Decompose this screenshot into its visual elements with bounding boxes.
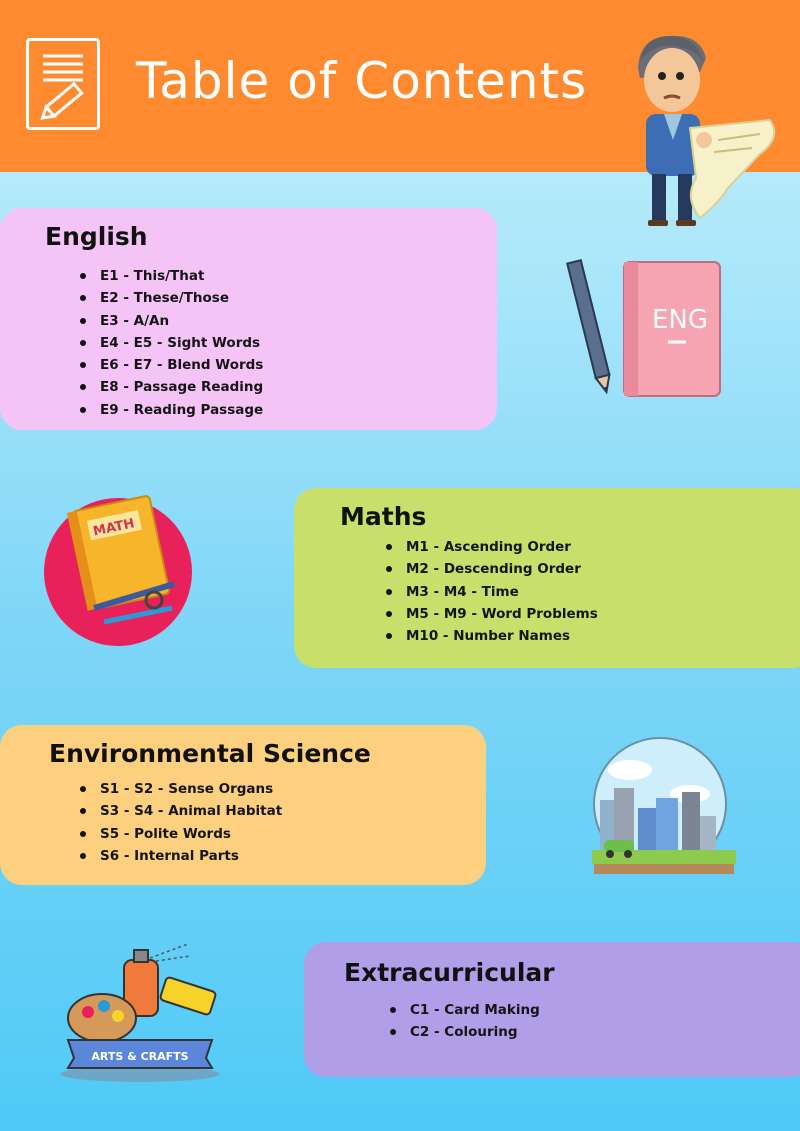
list-item: M10 - Number Names <box>386 625 598 647</box>
list-item: E4 - E5 - Sight Words <box>80 332 263 354</box>
list-item: M1 - Ascending Order <box>386 536 598 558</box>
list-item: C2 - Colouring <box>390 1021 540 1043</box>
teacher-reading-icon <box>620 28 780 228</box>
english-heading: English <box>45 222 148 251</box>
maths-topic-list <box>386 536 598 647</box>
book-label: ENG <box>652 305 709 335</box>
list-item: E2 - These/Those <box>80 287 263 309</box>
list-item: E1 - This/That <box>80 265 263 287</box>
extracurricular-topic-list <box>390 999 540 1044</box>
list-item: E6 - E7 - Blend Words <box>80 354 263 376</box>
maths-section-card <box>294 488 800 668</box>
list-item: S1 - S2 - Sense Organs <box>80 778 282 800</box>
list-item: E9 - Reading Passage <box>80 399 263 421</box>
maths-heading: Maths <box>340 502 427 531</box>
english-book-pencil-icon <box>568 254 728 404</box>
list-item: E3 - A/An <box>80 310 263 332</box>
list-item: S5 - Polite Words <box>80 823 282 845</box>
evs-heading: Environmental Science <box>49 739 371 768</box>
extracurricular-heading: Extracurricular <box>344 958 555 987</box>
list-item: C1 - Card Making <box>390 999 540 1021</box>
list-item: M2 - Descending Order <box>386 558 598 580</box>
list-item: M5 - M9 - Word Problems <box>386 603 598 625</box>
english-section-card <box>0 208 497 430</box>
city-globe-icon <box>582 736 742 886</box>
list-item: E8 - Passage Reading <box>80 376 263 398</box>
list-item: S3 - S4 - Animal Habitat <box>80 800 282 822</box>
list-item: S6 - Internal Parts <box>80 845 282 867</box>
document-edit-icon <box>26 38 100 130</box>
math-label: MATH <box>91 516 136 540</box>
math-notebook-icon <box>44 496 194 646</box>
extracurricular-section-card <box>304 942 800 1077</box>
arts-label: ARTS & CRAFTS <box>91 1050 189 1063</box>
list-item: M3 - M4 - Time <box>386 581 598 603</box>
evs-topic-list <box>80 778 282 867</box>
evs-section-card <box>0 725 486 885</box>
page-title: Table of Contents <box>136 52 588 110</box>
english-topic-list <box>80 265 263 421</box>
arts-crafts-icon <box>58 936 228 1086</box>
